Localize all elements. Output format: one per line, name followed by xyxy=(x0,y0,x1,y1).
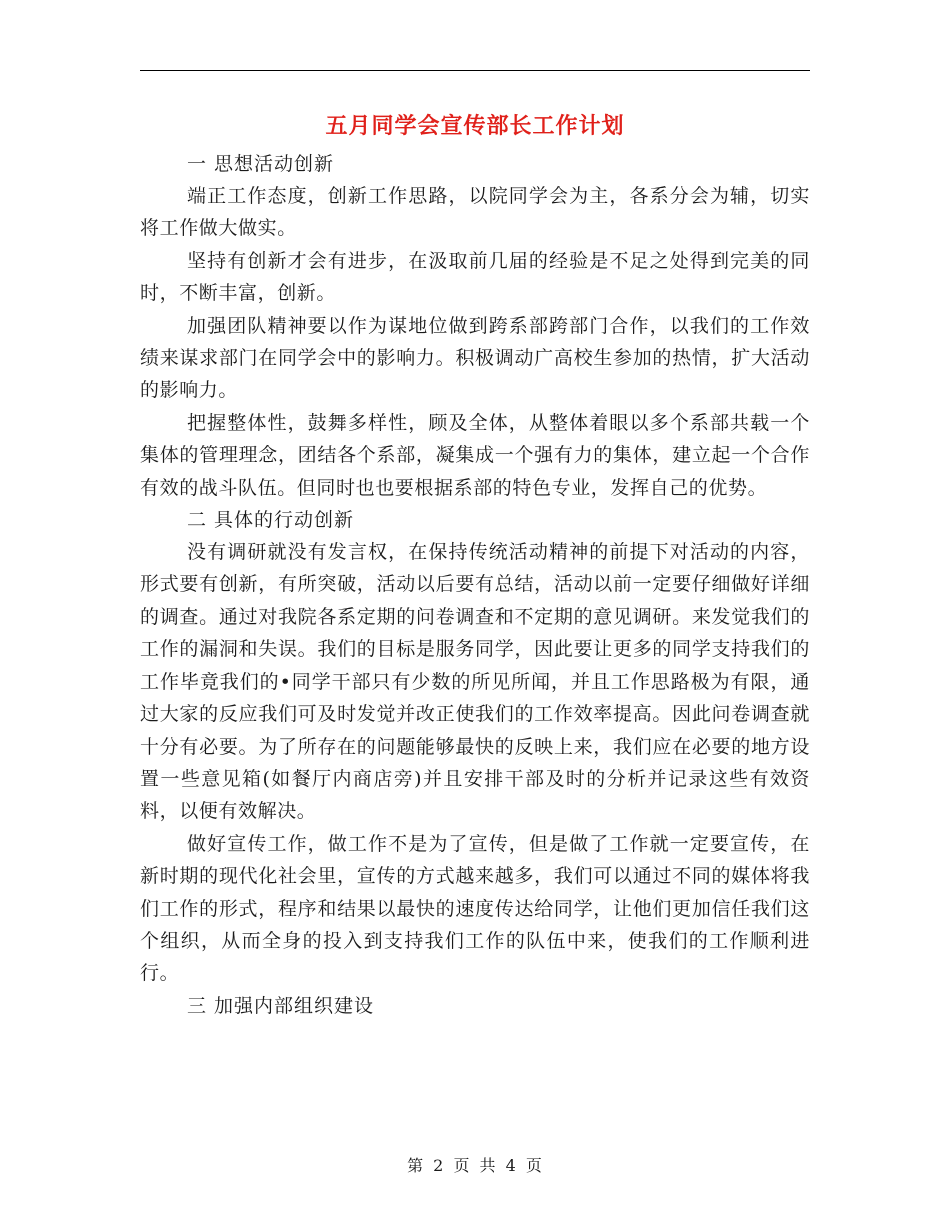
section-heading: 二 具体的行动创新 xyxy=(187,509,355,532)
paragraph: 加强团队精神要以作为谋地位做到跨系部跨部门合作，以我们的工作效绩来谋求部门在同学会中的影响力。积极调动广高校生参加的热情，扩大活动的影响力。 xyxy=(140,314,810,402)
paragraph: 坚持有创新才会有进步，在汲取前几届的经验是不足之处得到完美的同时，不断丰富，创新。 xyxy=(140,249,810,305)
paragraph: 端正工作态度，创新工作思路，以院同学会为主，各系分会为辅，切实将工作做大做实。 xyxy=(140,185,810,240)
page-number: 第 2 页 共 4 页 xyxy=(407,1156,543,1175)
paragraph: 把握整体性，鼓舞多样性，顾及全体，从整体着眼以多个系部共载一个集体的管理理念，团结各个系部，凝集成一个强有力的集体，建立起一个合作有效的战斗队伍。但同时也也要根据系部的特色专业，发挥自己的优势。 xyxy=(140,411,810,499)
section-heading: 一 思想活动创新 xyxy=(187,153,335,175)
section-heading: 三 加强内部组织建设 xyxy=(187,994,375,1017)
paragraph: 做好宣传工作，做工作不是为了宣传，但是做了工作就一定要宣传，在新时期的现代化社会里，宣传的方式越来越多，我们可以通过不同的媒体将我们工作的形式，程序和结果以最快的速度传达给同学，让他们更加信任我们这个组织，从而全身的投入到支持我们工作的队伍中来，使我们的工作顺利进行。 xyxy=(140,832,810,985)
document-title: 五月同学会宣传部长工作计划 xyxy=(325,113,625,139)
header-rule xyxy=(140,70,810,71)
paragraph: 没有调研就没有发言权，在保持传统活动精神的前提下对活动的内容，形式要有创新，有所突破，活动以后要有总结，活动以前一定要仔细做好详细的调查。通过对我院各系定期的问卷调查和不定期的意见调研。来发觉我们的工作的漏洞和失误。我们的目标是服务同学，因此要让更多的同学支持我们的工作毕竟我们的•同学干部只有少数的所见所闻，并且工作思路极为有限，通过大家的反应我们可及时发觉并改正使我们的工作效率提高。因此问卷调查就十分有必要。为了所存在的问题能够最快的反映上来，我们应在必要的地方设置一些意见箱(如餐厅内商店旁)并且安排干部及时的分析并记录这些有效资料，以便有效解决。 xyxy=(140,541,810,823)
document-body xyxy=(140,148,810,1022)
